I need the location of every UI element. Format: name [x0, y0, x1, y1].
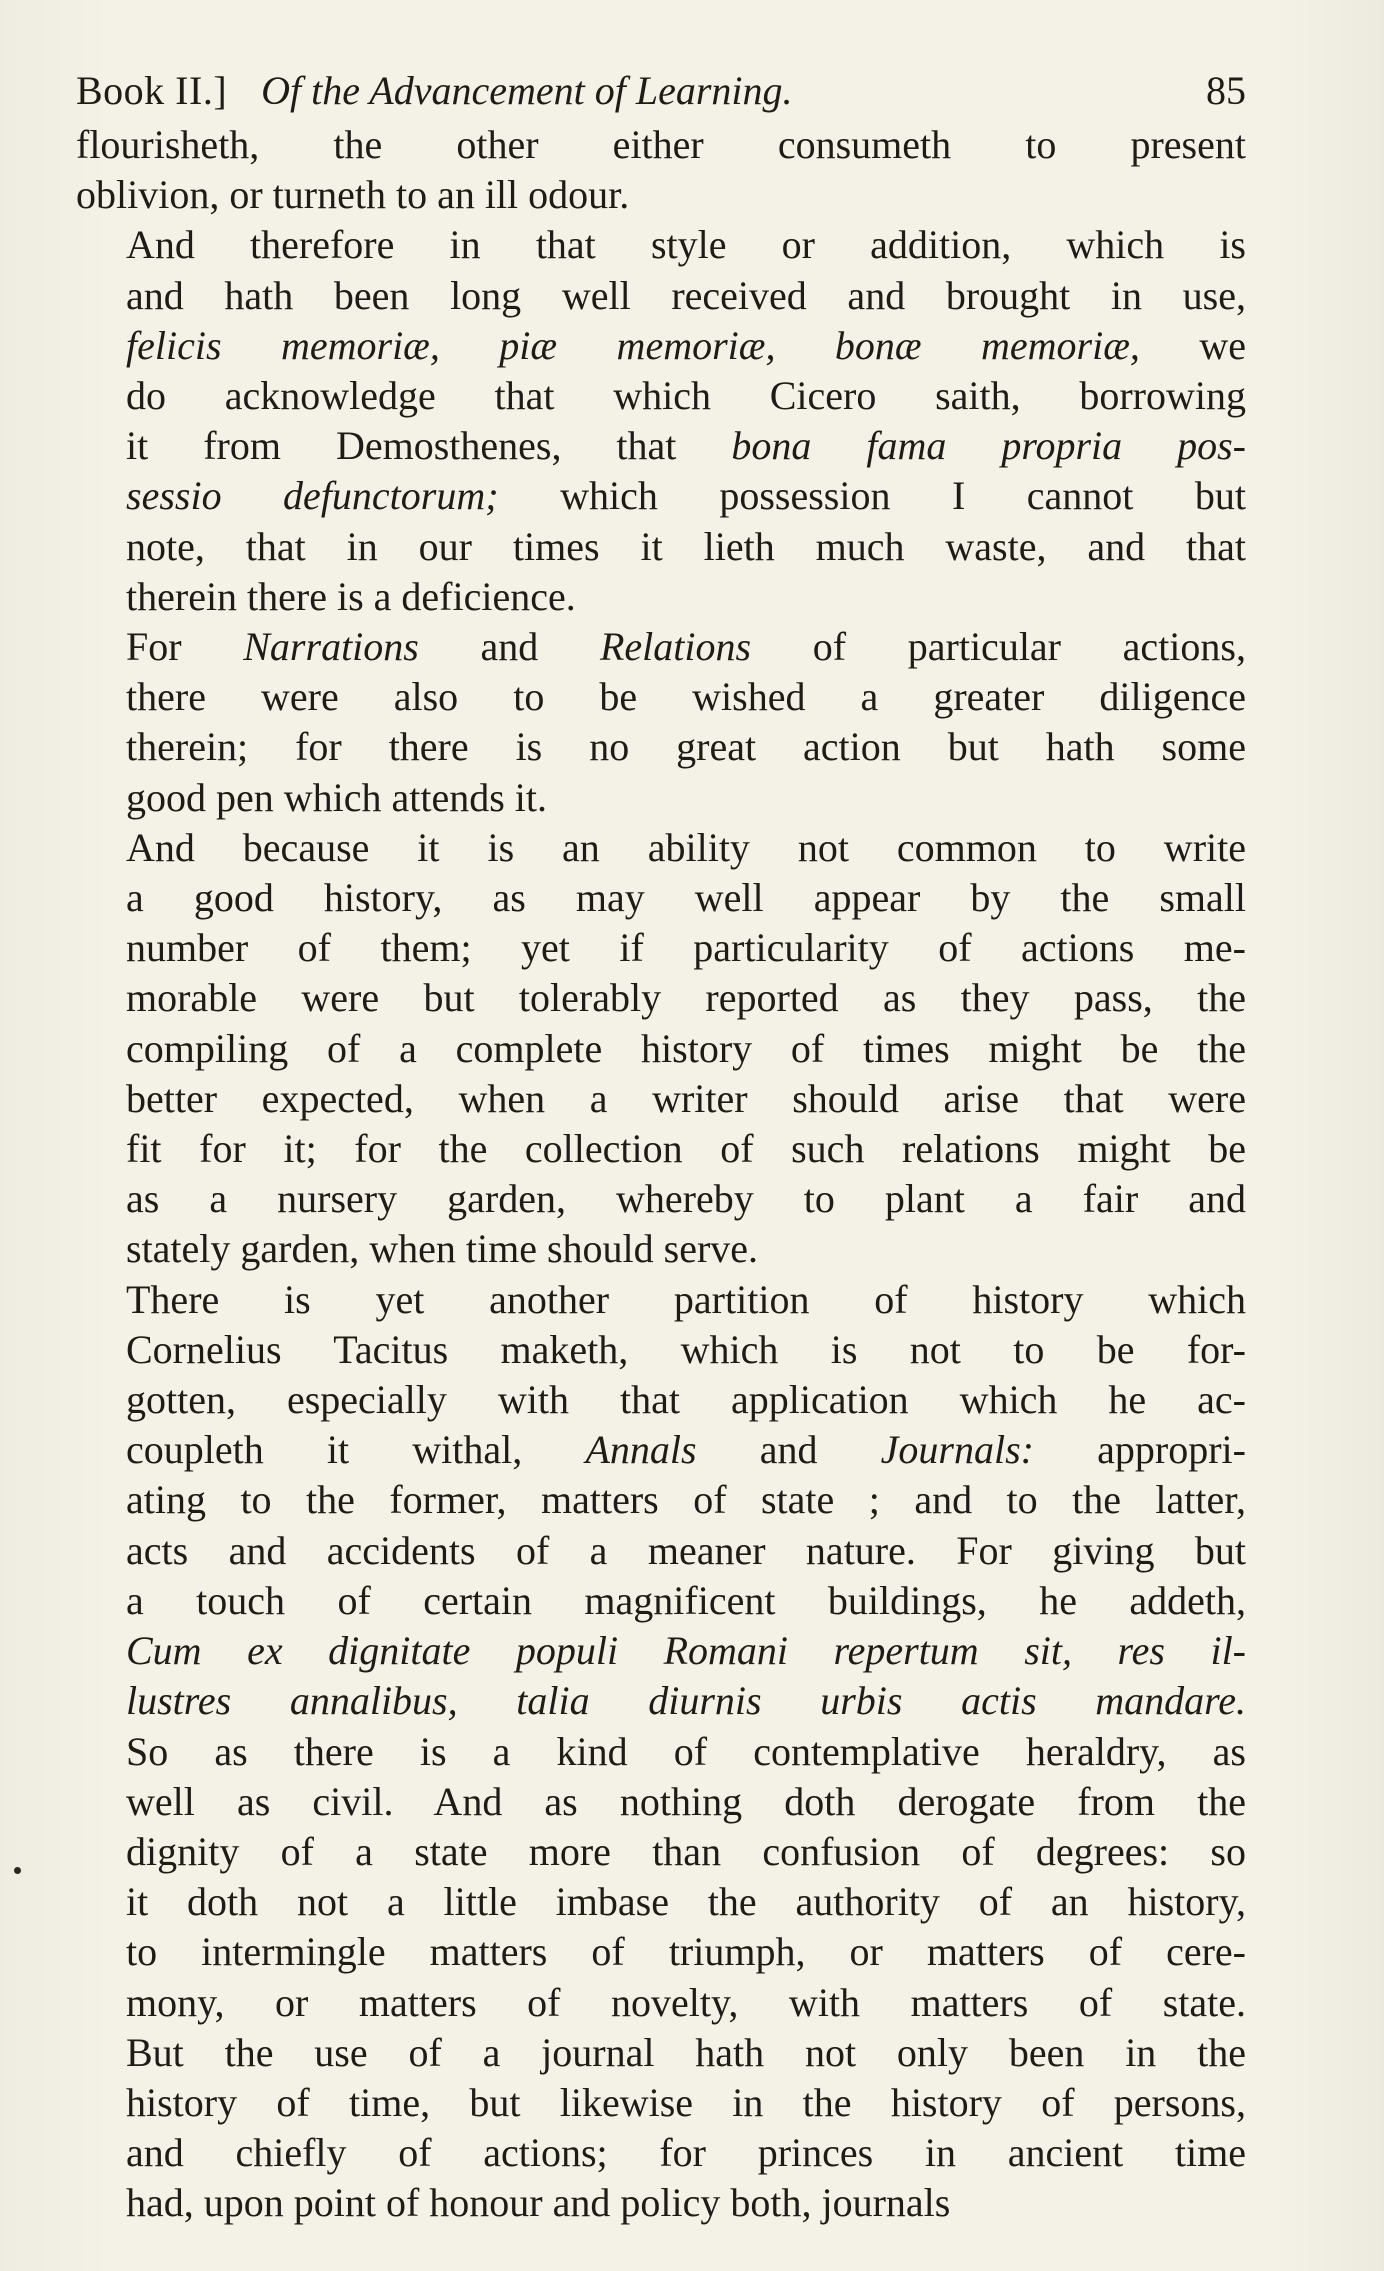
- text-line: [76, 1074, 1246, 1124]
- text-run: And therefore in that style or addition, which is: [126, 222, 1246, 268]
- text-run: therein; for there is no great action but hath some: [126, 724, 1246, 770]
- text-line: [76, 471, 1246, 521]
- text-run: better expected, when a writer should arise that were: [126, 1075, 1246, 1121]
- paragraph: [76, 1275, 1246, 2229]
- text-run: ating to the former, matters of state ; and to the latter,: [126, 1477, 1246, 1523]
- text-run: there were also to be wished a greater diligence: [126, 674, 1246, 720]
- text-run: coupleth it withal,: [126, 1427, 586, 1473]
- text-line: [76, 1526, 1246, 1576]
- text-run: and chiefly of actions; for princes in ancient time: [126, 2130, 1246, 2176]
- text-run: therein there is a deficience.: [126, 573, 576, 619]
- text-line: [76, 170, 1246, 220]
- text-line: [76, 722, 1246, 772]
- text-line: [76, 2128, 1246, 2178]
- text-run: of particular actions,: [751, 624, 1246, 670]
- text-run: to intermingle matters of triumph, or matters of cere-: [126, 1929, 1246, 1975]
- text-line: [76, 1978, 1246, 2028]
- text-run: fit for it; for the collection of such relations might be: [126, 1126, 1246, 1172]
- text-line: [76, 1325, 1246, 1375]
- italic-text: bona fama propria pos-: [731, 423, 1247, 469]
- text-line: [76, 1927, 1246, 1977]
- text-run: a touch of certain magnificent buildings, he addeth,: [126, 1577, 1246, 1623]
- text-run: acts and accidents of a meaner nature. For giving but: [126, 1527, 1246, 1573]
- italic-text: Cum ex dignitate populi Romani repertum sit, res il-: [126, 1628, 1246, 1674]
- text-run: For: [126, 624, 244, 670]
- text-line: [76, 622, 1246, 672]
- text-run: which possession I cannot but: [498, 473, 1246, 519]
- text-line: [76, 1576, 1246, 1626]
- text-run: compiling of a complete history of times might be the: [126, 1025, 1246, 1071]
- text-run: There is yet another partition of history which: [126, 1276, 1246, 1322]
- text-line: [76, 371, 1246, 421]
- italic-text: Annals: [585, 1427, 697, 1473]
- text-line: [76, 220, 1246, 270]
- book-label: Book II.]: [76, 68, 228, 113]
- text-line: [76, 1224, 1246, 1274]
- text-line: [76, 1275, 1246, 1325]
- text-line: [76, 120, 1246, 170]
- text-run: And because it is an ability not common to write: [126, 824, 1246, 870]
- text-line: [76, 1827, 1246, 1877]
- text-line: [76, 2078, 1246, 2128]
- text-line: [76, 1475, 1246, 1525]
- text-run: But the use of a journal hath not only been in the: [126, 2029, 1246, 2075]
- text-run: history of time, but likewise in the history of persons,: [126, 2079, 1246, 2125]
- italic-text: Journals:: [880, 1427, 1034, 1473]
- text-line: [76, 773, 1246, 823]
- text-line: [76, 572, 1246, 622]
- text-line: [76, 1777, 1246, 1827]
- text-line: [76, 1425, 1246, 1475]
- text-run: and: [418, 624, 600, 670]
- text-line: [76, 1676, 1246, 1726]
- text-line: [76, 1727, 1246, 1777]
- text-run: oblivion, or turneth to an ill odour.: [76, 172, 630, 218]
- text-line: [76, 1626, 1246, 1676]
- text-run: well as civil. And as nothing doth derogate from the: [126, 1778, 1246, 1824]
- text-run: and hath been long well received and brought in use,: [126, 272, 1246, 318]
- text-run: Cornelius Tacitus maketh, which is not to be for-: [126, 1326, 1246, 1372]
- text-run: dignity of a state more than confusion of degrees: so: [126, 1828, 1246, 1874]
- body-text: [76, 120, 1246, 2229]
- italic-text: felicis memoriæ, piæ memoriæ, bonæ memoriæ,: [126, 322, 1140, 368]
- text-line: [76, 1877, 1246, 1927]
- text-line: [76, 421, 1246, 471]
- text-run: we: [1139, 322, 1246, 368]
- text-line: [76, 2178, 1246, 2228]
- paragraph: [76, 120, 1246, 220]
- text-line: [76, 271, 1246, 321]
- text-line: [76, 923, 1246, 973]
- italic-text: sessio defunctorum;: [126, 473, 499, 519]
- text-run: note, that in our times it lieth much waste, and that: [126, 523, 1246, 569]
- text-run: gotten, especially with that application which he ac-: [126, 1377, 1246, 1423]
- text-run: it from Demosthenes, that: [126, 423, 732, 469]
- text-run: morable were but tolerably reported as they pass, the: [126, 975, 1246, 1021]
- margin-mark-dot: [14, 1867, 21, 1874]
- text-run: do acknowledge that which Cicero saith, borrowing: [126, 373, 1246, 419]
- text-run: So as there is a kind of contemplative heraldry, as: [126, 1728, 1246, 1774]
- running-head: [76, 66, 1246, 116]
- italic-text: Narrations: [243, 624, 419, 670]
- italic-text: Relations: [599, 624, 752, 670]
- text-line: [76, 1174, 1246, 1224]
- text-line: [76, 2028, 1246, 2078]
- text-line: [76, 321, 1246, 371]
- text-line: [76, 672, 1246, 722]
- text-run: as a nursery garden, whereby to plant a fair and: [126, 1176, 1246, 1222]
- text-run: number of them; yet if particularity of actions me-: [126, 925, 1246, 971]
- italic-text: lustres annalibus, talia diurnis urbis actis mandare.: [126, 1678, 1246, 1724]
- text-run: appropri-: [1034, 1427, 1246, 1473]
- text-run: mony, or matters of novelty, with matters of state.: [126, 1979, 1246, 2025]
- text-run: and: [696, 1427, 881, 1473]
- text-run: it doth not a little imbase the authority of an history,: [126, 1879, 1246, 1925]
- text-line: [76, 1375, 1246, 1425]
- text-line: [76, 1024, 1246, 1074]
- text-line: [76, 1124, 1246, 1174]
- paragraph: [76, 622, 1246, 823]
- text-line: [76, 873, 1246, 923]
- text-run: a good history, as may well appear by the small: [126, 875, 1246, 921]
- page-number: 85: [1206, 68, 1246, 113]
- text-line: [76, 522, 1246, 572]
- text-run: stately garden, when time should serve.: [126, 1226, 759, 1272]
- text-run: had, upon point of honour and policy both, journals: [126, 2180, 951, 2226]
- text-run: flourisheth, the other either consumeth to present: [76, 122, 1246, 167]
- text-run: good pen which attends it.: [126, 774, 548, 820]
- paragraph: [76, 220, 1246, 622]
- text-line: [76, 973, 1246, 1023]
- paragraph: [76, 823, 1246, 1275]
- text-line: [76, 823, 1246, 873]
- running-title: Of the Advancement of Learning.: [261, 68, 793, 113]
